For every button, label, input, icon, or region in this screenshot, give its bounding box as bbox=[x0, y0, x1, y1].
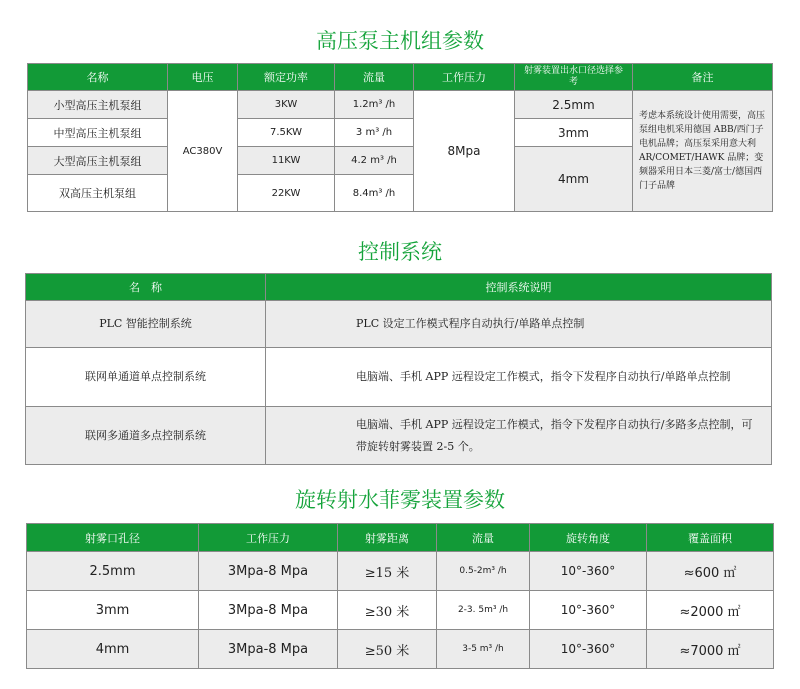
sprayer-params-title: 旋转射水菲雾装置参数 bbox=[295, 488, 505, 512]
system-description: 电脑端、手机 APP 远程设定工作模式，指令下发程序自动执行/多路多点控制，可带旋转射雾装置 2-5 个。 bbox=[266, 407, 772, 465]
header-nozzle: 射雾装置出水口径选择参考 bbox=[515, 64, 633, 91]
header-note: 备注 bbox=[633, 64, 773, 91]
area-cell: ≈7000 ㎡ bbox=[647, 630, 774, 669]
angle-cell: 10°-360° bbox=[530, 552, 647, 591]
header-flow: 流量 bbox=[437, 524, 530, 552]
table-row bbox=[27, 630, 774, 669]
table-row bbox=[27, 591, 774, 630]
bore-cell: 4mm bbox=[27, 630, 199, 669]
control-system-table bbox=[25, 273, 772, 465]
nozzle-cell: 2.5mm bbox=[515, 91, 633, 119]
header-distance: 射雾距离 bbox=[338, 524, 437, 552]
distance-cell: ≥30 米 bbox=[338, 591, 437, 630]
flow-cell: 3-5 m³ /h bbox=[437, 630, 530, 669]
table-header-row bbox=[26, 274, 772, 301]
header-pressure: 工作压力 bbox=[414, 64, 515, 91]
table-row bbox=[26, 407, 772, 465]
bore-cell: 2.5mm bbox=[27, 552, 199, 591]
sprayer-params-table bbox=[26, 523, 774, 669]
control-system-title: 控制系统 bbox=[358, 240, 442, 264]
header-name: 名称 bbox=[28, 64, 168, 91]
voltage-cell: AC380V bbox=[168, 91, 238, 212]
pump-params-title: 高压泵主机组参数 bbox=[316, 29, 484, 53]
pump-flow: 3 m³ /h bbox=[335, 119, 414, 147]
pressure-cell: 3Mpa-8 Mpa bbox=[199, 630, 338, 669]
header-area: 覆盖面积 bbox=[647, 524, 774, 552]
system-description: 电脑端、手机 APP 远程设定工作模式，指令下发程序自动执行/单路单点控制 bbox=[266, 348, 772, 407]
pump-power: 3KW bbox=[238, 91, 335, 119]
area-cell: ≈600 ㎡ bbox=[647, 552, 774, 591]
pump-name: 双高压主机泵组 bbox=[28, 175, 168, 212]
header-pressure: 工作压力 bbox=[199, 524, 338, 552]
header-flow: 流量 bbox=[335, 64, 414, 91]
distance-cell: ≥15 米 bbox=[338, 552, 437, 591]
pump-flow: 1.2m³ /h bbox=[335, 91, 414, 119]
nozzle-cell: 3mm bbox=[515, 119, 633, 147]
table-header-row bbox=[27, 524, 774, 552]
angle-cell: 10°-360° bbox=[530, 630, 647, 669]
header-name: 名 称 bbox=[26, 274, 266, 301]
pump-name: 大型高压主机泵组 bbox=[28, 147, 168, 175]
pump-flow: 8.4m³ /h bbox=[335, 175, 414, 212]
pump-name: 小型高压主机泵组 bbox=[28, 91, 168, 119]
pump-power: 11KW bbox=[238, 147, 335, 175]
system-name: PLC 智能控制系统 bbox=[26, 301, 266, 348]
system-name: 联网单通道单点控制系统 bbox=[26, 348, 266, 407]
header-bore: 射雾口孔径 bbox=[27, 524, 199, 552]
flow-cell: 2-3. 5m³ /h bbox=[437, 591, 530, 630]
area-cell: ≈2000 ㎡ bbox=[647, 591, 774, 630]
bore-cell: 3mm bbox=[27, 591, 199, 630]
angle-cell: 10°-360° bbox=[530, 591, 647, 630]
pump-params-table bbox=[27, 63, 773, 212]
pump-name: 中型高压主机泵组 bbox=[28, 119, 168, 147]
header-angle: 旋转角度 bbox=[530, 524, 647, 552]
system-description: PLC 设定工作模式程序自动执行/单路单点控制 bbox=[266, 301, 772, 348]
header-description: 控制系统说明 bbox=[266, 274, 772, 301]
distance-cell: ≥50 米 bbox=[338, 630, 437, 669]
nozzle-cell: 4mm bbox=[515, 147, 633, 212]
flow-cell: 0.5-2m³ /h bbox=[437, 552, 530, 591]
pressure-cell: 8Mpa bbox=[414, 91, 515, 212]
pressure-cell: 3Mpa-8 Mpa bbox=[199, 591, 338, 630]
table-row bbox=[28, 91, 773, 119]
table-row bbox=[27, 552, 774, 591]
pressure-cell: 3Mpa-8 Mpa bbox=[199, 552, 338, 591]
header-voltage: 电压 bbox=[168, 64, 238, 91]
pump-power: 22KW bbox=[238, 175, 335, 212]
table-row bbox=[26, 301, 772, 348]
system-name: 联网多通道多点控制系统 bbox=[26, 407, 266, 465]
note-cell: 考虑本系统设计使用需要，高压泵组电机采用德国 ABB/西门子电机品牌；高压泵采用意大利AR/COMET/HAWK 品牌；变频器采用日本三菱/富士/德国西门子品牌 bbox=[633, 91, 773, 212]
header-power: 额定功率 bbox=[238, 64, 335, 91]
pump-flow: 4.2 m³ /h bbox=[335, 147, 414, 175]
table-row bbox=[26, 348, 772, 407]
pump-power: 7.5KW bbox=[238, 119, 335, 147]
table-header-row bbox=[28, 64, 773, 91]
